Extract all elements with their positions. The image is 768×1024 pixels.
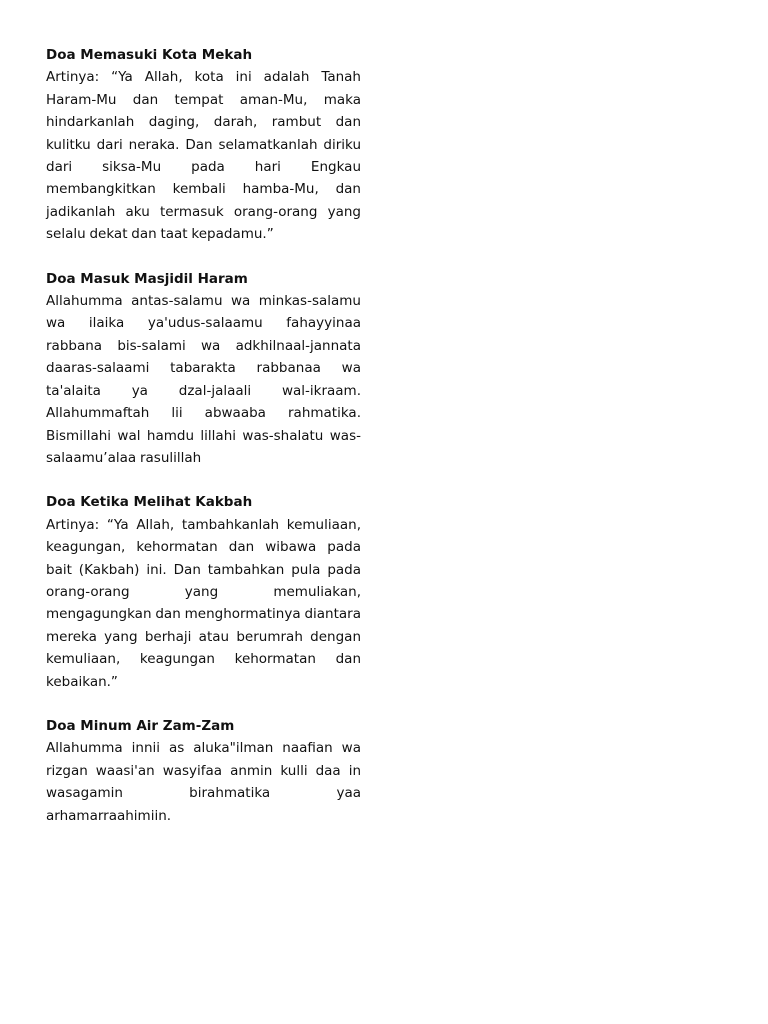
section-heading: Doa Memasuki Kota Mekah xyxy=(46,47,253,63)
section-doa-ketika-melihat-kakbah xyxy=(46,491,361,693)
section-body: Allahumma antas-salamu wa minkas-salamu wa ilaika ya'udus-salaamu fahayyinaa rabbana bis-salami wa adkhilnaal-jannata daaras-salaami tabarakta rabbanaa wa ta'alaita ya dzal-jalaali wal-ikraam. Allahummaftah lii abwaaba rahmatika. Bismillahi wal hamdu lillahi was-shalatu was-salaamu’alaa rasulillah xyxy=(46,293,361,466)
section-heading: Doa Ketika Melihat Kakbah xyxy=(46,494,253,511)
section-body: Artinya: “Ya Allah, tambahkanlah kemuliaan, keagungan, kehormatan dan wibawa pada bait (Kakbah) ini. Dan tambahkan pula pada orang-orang yang memuliakan, mengagungkan dan menghormatinya diantara mereka yang berhaji atau berumrah dengan kemuliaan, keagungan kehormatan dan kebaikan.” xyxy=(46,516,361,690)
section-heading: Doa Minum Air Zam-Zam xyxy=(46,717,235,734)
section-doa-minum-air-zam-zam xyxy=(46,715,361,827)
section-heading: Doa Masuk Masjidil Haram xyxy=(46,270,248,287)
document-page xyxy=(46,44,361,849)
section-doa-masuk-masjidil-haram xyxy=(46,268,361,470)
section-body: Artinya: “Ya Allah, kota ini adalah Tanah Haram-Mu dan tempat aman-Mu, maka hindarkanlah daging, darah, rambut dan kulitku dari neraka. Dan selamatkanlah diriku dari siksa-Mu pada hari Engkau membangkitkan kembali hamba-Mu, dan jadikanlah aku termasuk orang-orang yang selalu dekat dan taat kepadamu.” xyxy=(46,69,361,243)
section-body: Allahumma innii as aluka"ilman naafian wa rizgan waasi'an wasyifaa anmin kulli daa in wasagamin birahmatika yaa arhamarraahimiin. xyxy=(46,740,361,824)
section-doa-memasuki-kota-mekah xyxy=(46,44,361,246)
